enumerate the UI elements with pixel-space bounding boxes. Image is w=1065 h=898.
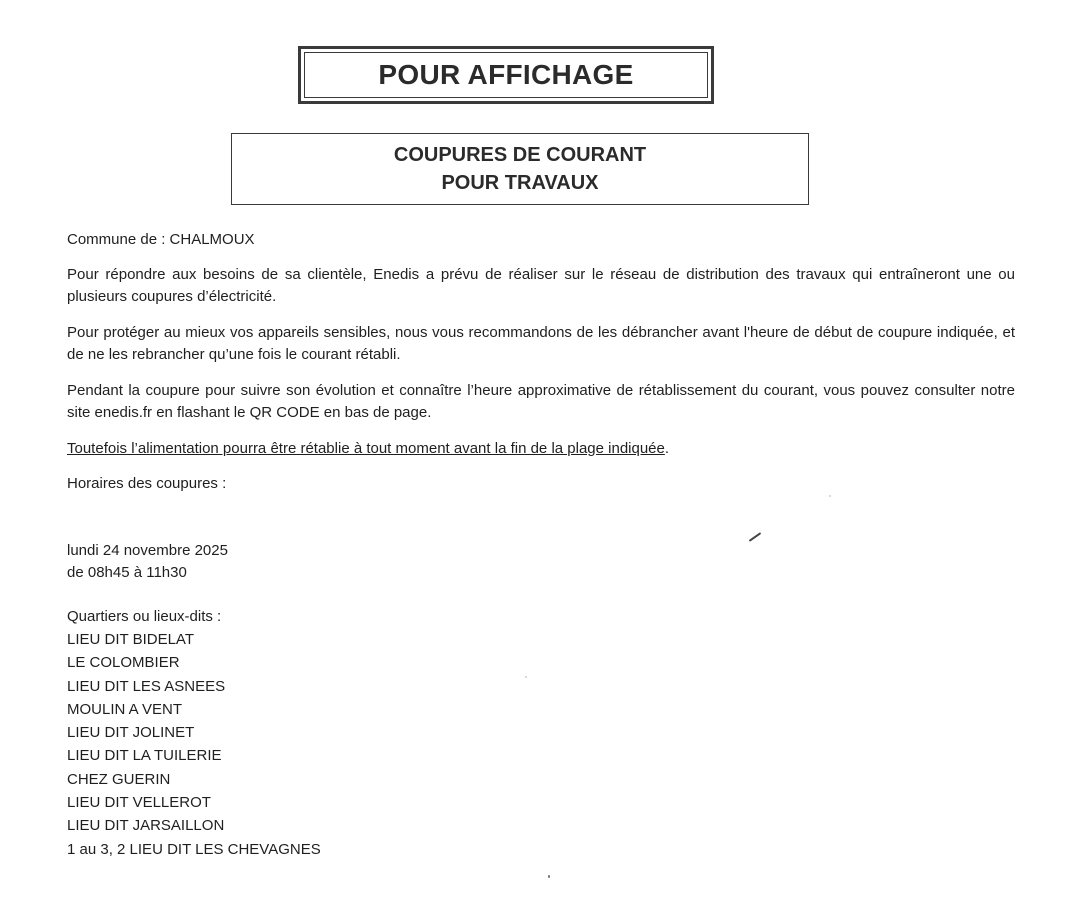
schedule-date: lundi 24 novembre 2025 bbox=[67, 542, 228, 559]
location-item: LE COLOMBIER bbox=[67, 654, 180, 672]
location-item: MOULIN A VENT bbox=[67, 700, 183, 718]
affichage-banner bbox=[298, 46, 714, 104]
location-item: 1 au 3, 2 LIEU DIT LES CHEVAGNES bbox=[67, 840, 321, 858]
notice-title-line1: COUPURES DE COURANT bbox=[393, 144, 647, 166]
scan-mark bbox=[829, 495, 831, 497]
location-item: CHEZ GUERIN bbox=[67, 770, 171, 788]
notice-title-box bbox=[231, 133, 809, 205]
restoration-note bbox=[67, 438, 1015, 460]
affichage-title: POUR AFFICHAGE bbox=[304, 52, 708, 98]
schedule-block bbox=[67, 540, 1015, 584]
schedule-time: de 08h45 à 11h30 bbox=[67, 564, 187, 581]
paragraph-tracking: Pendant la coupure pour suivre son évolution et connaître l’heure approximative de rétablissement du courant, vous pouvez consulter notre site enedis.fr en flashant le QR CODE en bas de page. bbox=[67, 382, 1015, 421]
location-item: LIEU DIT VELLEROT bbox=[67, 794, 211, 812]
location-item: LIEU DIT LES ASNEES bbox=[67, 677, 226, 695]
notice-body bbox=[67, 229, 1015, 861]
restoration-note-period: . bbox=[664, 440, 670, 457]
commune-line: Commune de : CHALMOUX bbox=[67, 231, 255, 248]
paragraph-intro: Pour répondre aux besoins de sa clientèle, Enedis a prévu de réaliser sur le réseau de distribution des travaux qui entraîneront une ou plusieurs coupures d’électricité. bbox=[67, 266, 1015, 305]
restoration-note-text: Toutefois l’alimentation pourra être rétablie à tout moment avant la fin de la plage indiquée bbox=[67, 440, 665, 457]
location-item: LIEU DIT LA TUILERIE bbox=[67, 747, 222, 765]
locations-list bbox=[67, 628, 1015, 861]
horaires-label: Horaires des coupures : bbox=[67, 475, 227, 492]
notice-title-line2: POUR TRAVAUX bbox=[441, 172, 599, 194]
paragraph-protection: Pour protéger au mieux vos appareils sensibles, nous vous recommandons de les débrancher avant l'heure de début de coupure indiquée, et de ne les rebrancher qu’une fois le courant rétabli. bbox=[67, 324, 1015, 363]
location-item: LIEU DIT JARSAILLON bbox=[67, 817, 225, 835]
location-item: LIEU DIT JOLINET bbox=[67, 724, 195, 742]
scan-mark bbox=[548, 875, 550, 878]
scan-mark bbox=[525, 676, 527, 678]
location-item: LIEU DIT BIDELAT bbox=[67, 631, 194, 648]
locations-label: Quartiers ou lieux-dits : bbox=[67, 608, 222, 625]
